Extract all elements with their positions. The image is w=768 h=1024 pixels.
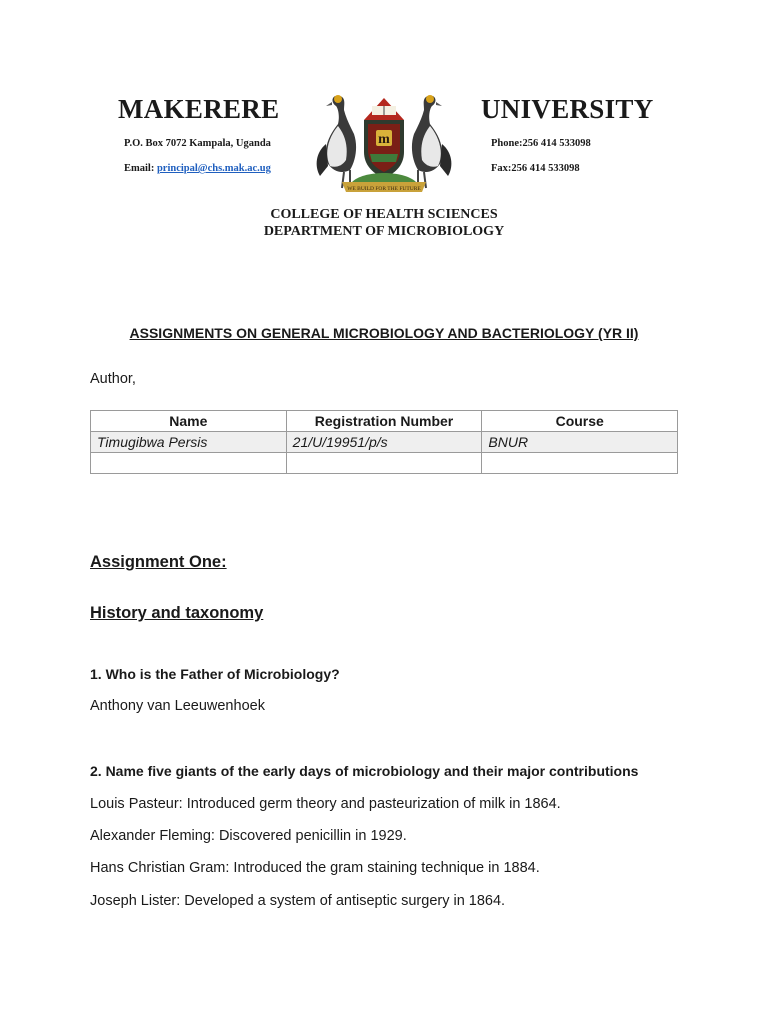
table-row [91,432,678,453]
author-label: Author, [90,371,136,387]
college-name: COLLEGE OF HEALTH SCIENCES [270,207,498,222]
department-name: DEPARTMENT OF MICROBIOLOGY [263,224,505,239]
email-line [124,164,271,175]
right-crane-icon [412,95,451,188]
answer-2-item: Alexander Fleming: Discovered penicillin in 1929. [90,828,407,844]
university-name-left: MAKERERE [118,94,280,124]
question-1: 1. Who is the Father of Microbiology? [90,666,340,682]
phone-number: Phone:256 414 533098 [491,138,591,149]
table-row [91,453,678,474]
assignment-heading: Assignment One: [90,553,227,571]
university-crest-icon [312,90,456,198]
question-2: 2. Name five giants of the early days of microbiology and their major contributions [90,763,639,779]
cell-name [91,453,287,474]
fax-number: Fax:256 414 533098 [491,163,580,174]
university-name-right: UNIVERSITY [481,94,654,124]
cell-name: Timugibwa Persis [91,432,287,453]
answer-1: Anthony van Leeuwenhoek [90,698,265,714]
cell-registration-number: 21/U/19951/p/s [286,432,482,453]
header-name: Name [91,411,287,432]
cell-course [482,453,678,474]
section-subheading: History and taxonomy [90,604,264,622]
email-label: Email: [124,163,155,174]
cell-course: BNUR [482,432,678,453]
authors-table [90,410,678,474]
email-link[interactable]: principal@chs.mak.ac.ug [156,163,271,174]
document-title: ASSIGNMENTS ON GENERAL MICROBIOLOGY AND BACTERIOLOGY (YR II) [129,325,639,341]
postal-address: P.O. Box 7072 Kampala, Uganda [124,138,271,149]
left-crane-icon [317,95,356,188]
answer-2-item: Joseph Lister: Developed a system of antiseptic surgery in 1864. [90,893,506,909]
header-course: Course [482,411,678,432]
answer-2-item: Hans Christian Gram: Introduced the gram staining technique in 1884. [90,860,540,876]
svg-text:m: m [378,132,390,147]
header-registration-number: Registration Number [286,411,482,432]
cell-registration-number [286,453,482,474]
answer-2-item: Louis Pasteur: Introduced germ theory and pasteurization of milk in 1864. [90,796,561,812]
table-header-row [91,411,678,432]
crest-motto: WE BUILD FOR THE FUTURE [347,186,421,192]
